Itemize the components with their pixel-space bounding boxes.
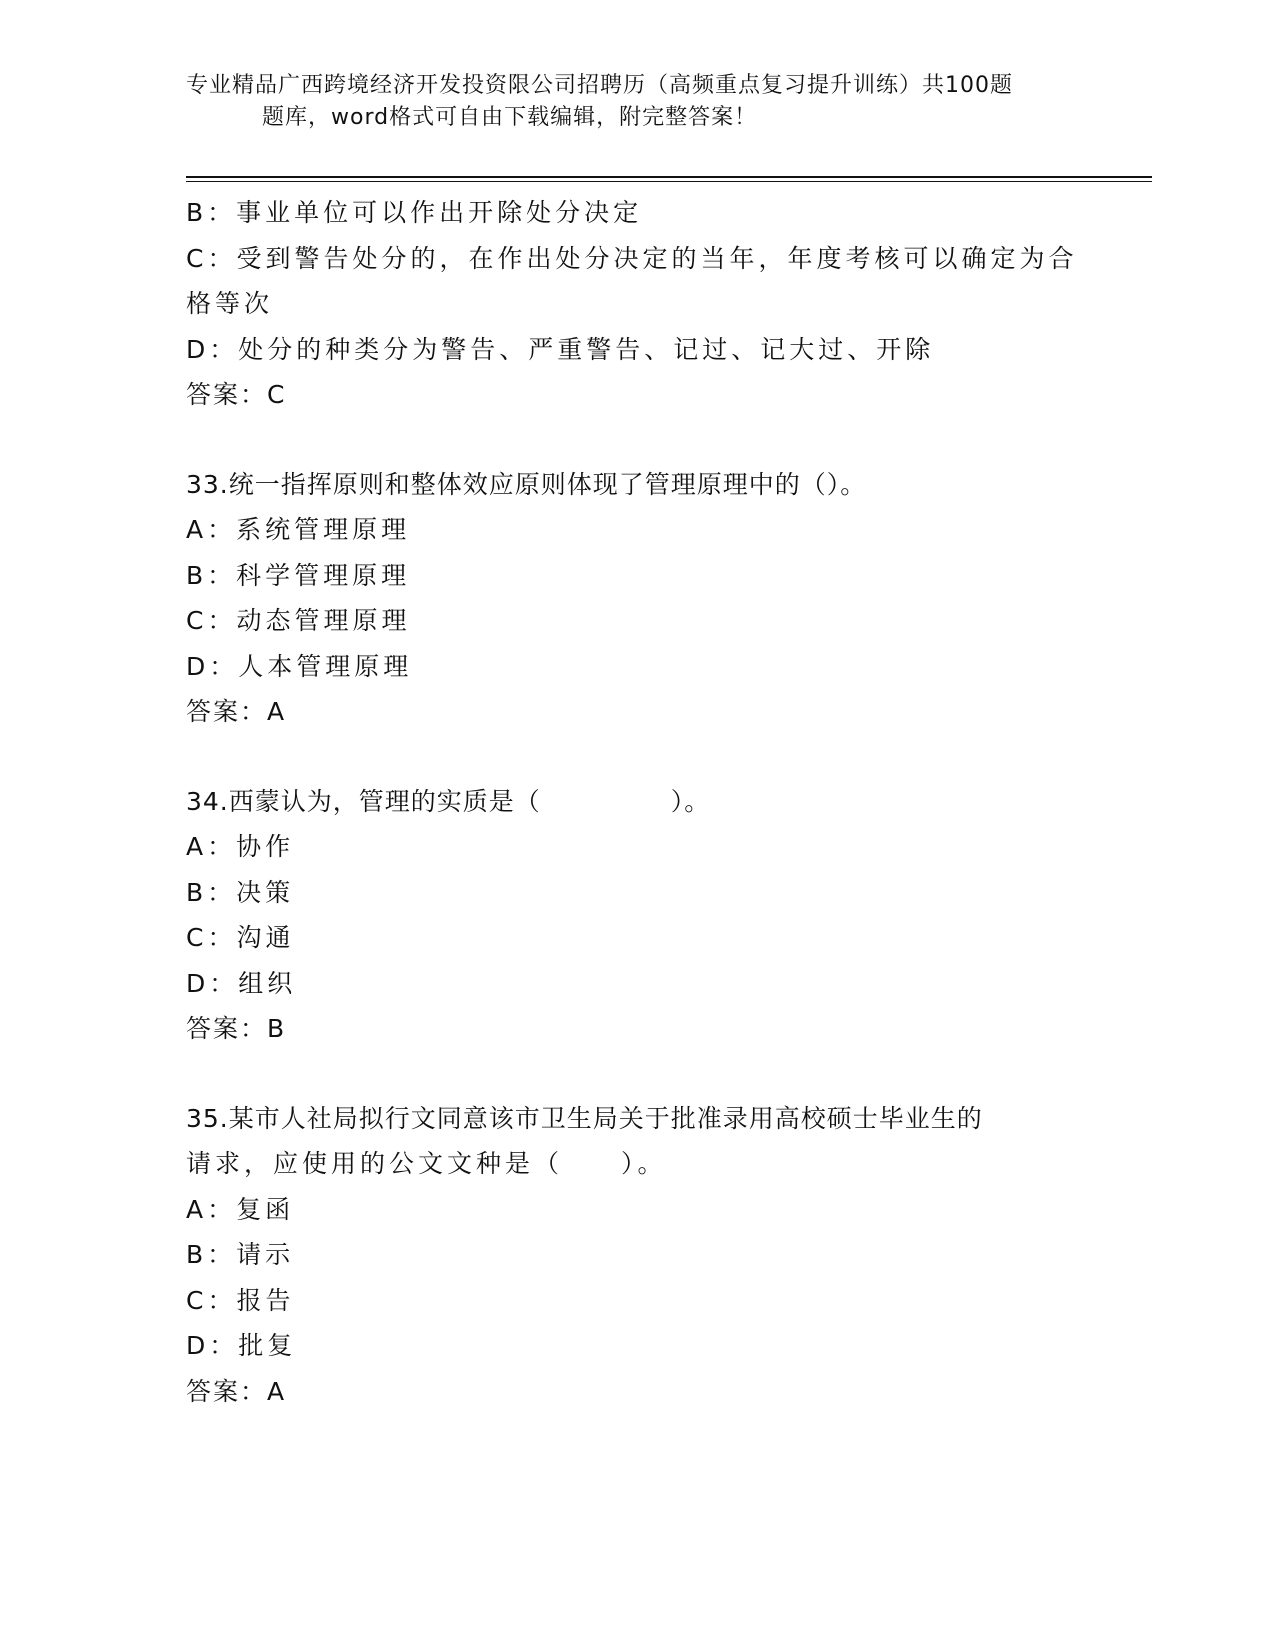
question-block-35 [186, 1096, 1086, 1415]
question-block-34 [186, 779, 1086, 1052]
document-header [186, 70, 1086, 134]
option-c-line1: C：受到警告处分的，在作出处分决定的当年，年度考核可以确定为合 [186, 243, 1078, 273]
question-stem: 33.统一指挥原则和整体效应原则体现了管理原理中的（）。 [186, 469, 867, 499]
question-block-33 [186, 462, 1086, 735]
spacer [186, 735, 1086, 779]
option-a: A：协作 [186, 832, 295, 861]
header-divider-thick [186, 176, 1152, 178]
option-c-line2: 格等次 [186, 289, 274, 318]
answer: 答案：B [186, 1014, 287, 1043]
option-b: B：事业单位可以作出开除处分决定 [186, 198, 643, 227]
option-c: C：报告 [186, 1285, 295, 1315]
option-d: D：处分的种类分为警告、严重警告、记过、记大过、开除 [186, 334, 935, 364]
question-stem-line2: 请求，应使用的公文文种是（ ）。 [186, 1149, 667, 1178]
answer: 答案：A [186, 697, 287, 726]
spacer [186, 418, 1086, 462]
answer: 答案：A [186, 1376, 287, 1406]
question-stem: 34.西蒙认为，管理的实质是（ ）。 [186, 786, 711, 816]
option-b: B：请示 [186, 1240, 295, 1269]
option-d: D：人本管理原理 [186, 651, 413, 681]
question-block-32 [186, 190, 1086, 418]
option-c: C：动态管理原理 [186, 606, 411, 635]
header-title-line1: 专业精品广西跨境经济开发投资限公司招聘历（高频重点复习提升训练）共100题 [186, 73, 1013, 98]
option-b: B：科学管理原理 [186, 560, 411, 590]
option-c: C：沟通 [186, 923, 295, 952]
header-divider-thin [186, 181, 1152, 182]
question-content [186, 190, 1086, 1414]
option-a: A：复函 [186, 1194, 295, 1224]
question-stem-line1: 35.某市人社局拟行文同意该市卫生局关于批准录用高校硕士毕业生的 [186, 1103, 983, 1133]
spacer [186, 1052, 1086, 1096]
header-title-line2: 题库，word格式可自由下载编辑，附完整答案！ [262, 105, 758, 130]
option-b: B：决策 [186, 877, 295, 907]
answer: 答案：C [186, 380, 287, 409]
option-d: D：组织 [186, 968, 297, 998]
option-d: D：批复 [186, 1331, 297, 1360]
option-a: A：系统管理原理 [186, 515, 411, 544]
